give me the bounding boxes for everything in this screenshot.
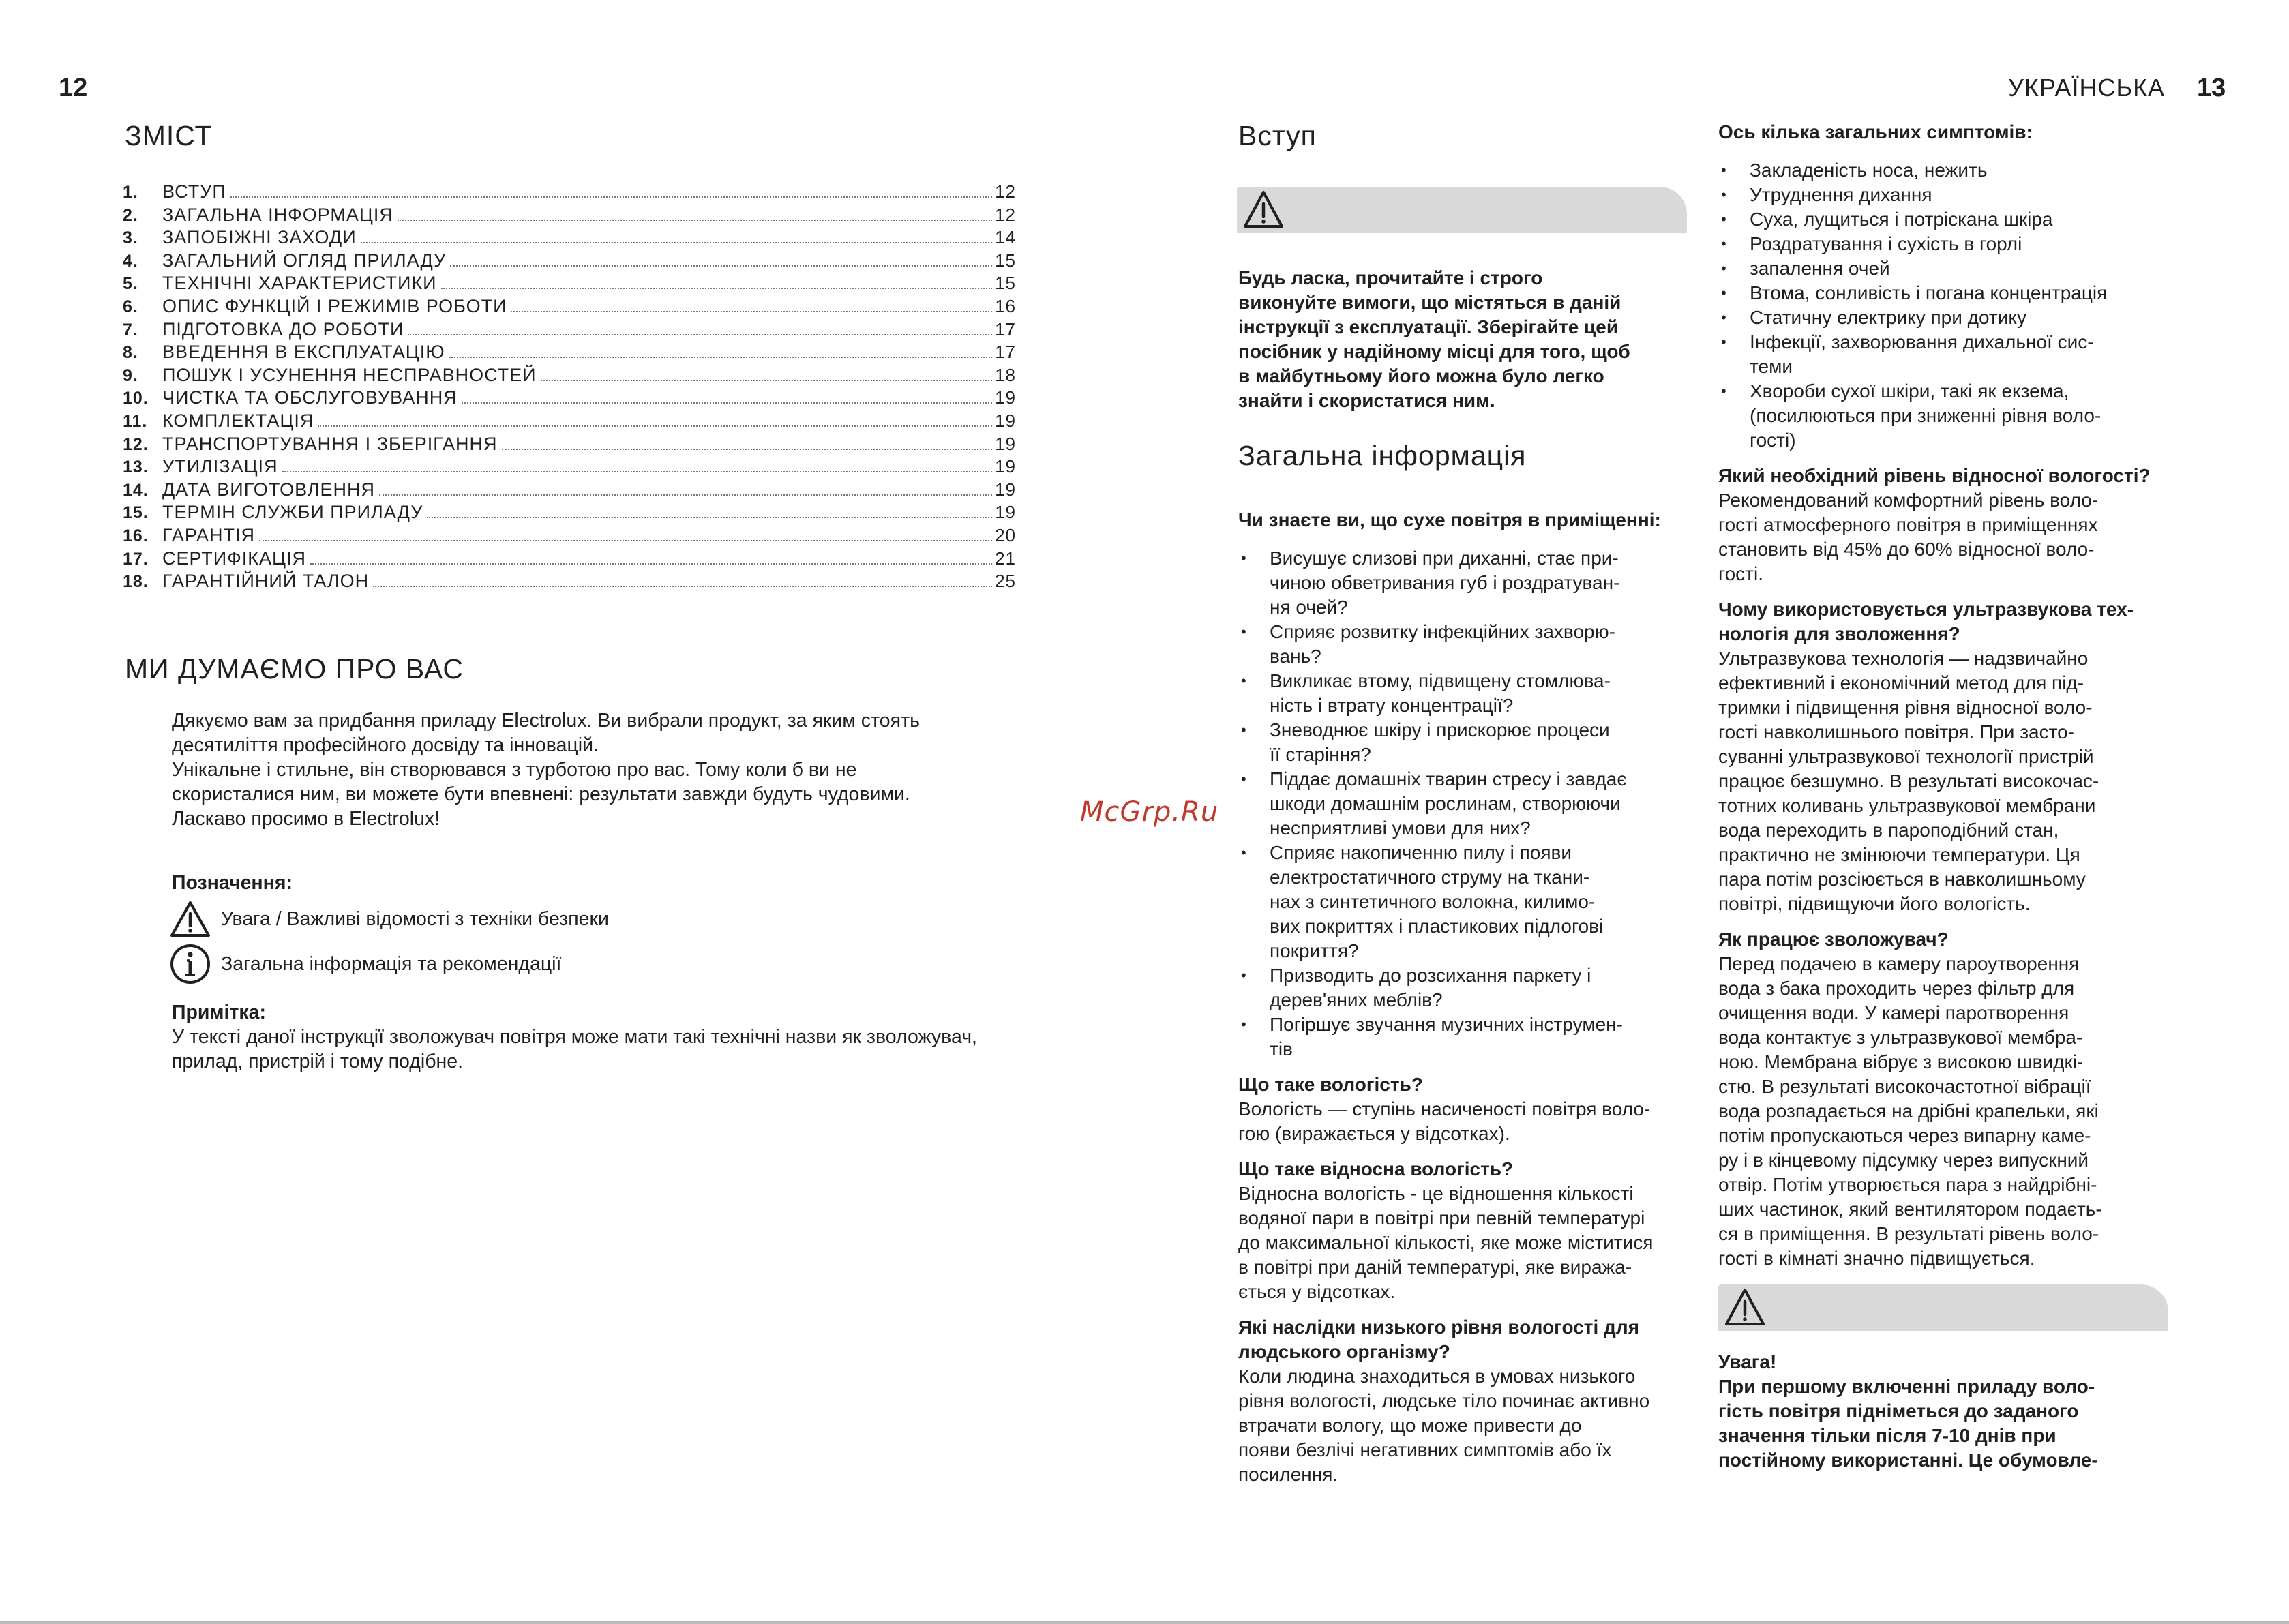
about-line: Дякуємо вам за придбання приладу Electrolux. Ви вибрали продукт, за яким стоять [172,710,920,732]
a-relative [1238,1182,1702,1304]
dry-air-item [1238,669,1702,718]
info-icon [169,944,211,984]
toc-number: 10. [123,389,149,408]
answer-line: гості атмосферного повітря в приміщеннях [1718,514,2098,535]
toc-page-number: 17 [995,342,1016,363]
toc-page-number: 15 [995,250,1016,271]
question-line: нологія для зволоження? [1718,623,1960,644]
toc-entry-title: ДАТА ВИГОТОВЛЕННЯ [162,479,376,500]
toc-number: 8. [123,343,138,363]
toc-leader-dots [408,334,992,335]
question-line: Чому використовується ультразвукова тех- [1718,599,2134,620]
language-label: УКРАЇНСЬКА [2008,74,2166,102]
answer-line: в повітрі при даній температурі, яке виража- [1238,1257,1632,1278]
dry-air-question: Чи знаєте ви, що сухе повітря в приміщенні: [1238,509,1661,530]
answer-line: посилення. [1238,1464,1338,1485]
toc-number: 11. [123,411,148,431]
right-column-1 [1238,266,1702,413]
list-item-line: шкоди домашнім рослинам, створюючи [1270,793,1621,814]
toc-leader-dots [450,265,992,267]
toc-leader-dots [541,380,992,381]
dry-air-item [1238,546,1702,620]
about-line: Унікальне і стильне, він створювався з турботою про вас. Тому коли б ви не [172,759,857,781]
list-item-line: • Сприяє розвитку інфекційних захворю- [1270,621,1615,642]
attention-line: значення тільки після 7-10 днів при [1718,1425,2056,1446]
answer-line: працює безшумно. В результаті високочас- [1718,770,2099,792]
q-works: Як працює зволожувач? [1718,929,1949,950]
toc-page-number: 20 [995,524,1016,545]
about-line: десятиліття професійного досвіду та інновацій. [172,734,599,756]
list-item-line: ність і втрату концентрації? [1270,695,1514,716]
toc-page-number: 21 [995,547,1016,569]
answer-line: повітрі, підвищуючи його вологість. [1718,893,2031,914]
toc-row [123,273,1016,296]
intro-warning-line: Будь ласка, прочитайте і строго [1238,267,1543,288]
list-item-line: • Піддає домашніх тварин стресу і завдає [1270,768,1627,790]
toc-number: 15. [123,503,149,523]
q-low-humidity [1238,1315,1702,1364]
toc-entry-title: ЧИСТКА ТА ОБСЛУГОВУВАННЯ [162,387,458,408]
toc-row [123,548,1016,571]
legend-info-label: Загальна інформація та рекомендації [221,952,562,975]
toc-entry-title: ПОШУК І УСУНЕННЯ НЕСПРАВНОСТЕЙ [162,364,537,385]
list-item-line: • Погіршує звучання музичних інструмен- [1270,1014,1623,1035]
q-level: Який необхідний рівень відносної вологості? [1718,465,2151,486]
toc-page-number: 16 [995,295,1016,316]
toc-leader-dots [361,242,992,243]
toc-leader-dots [230,196,992,198]
about-line: Ласкаво просимо в Electrolux! [172,808,440,830]
list-item-line: гості) [1750,430,1796,451]
answer-line: ною. Мембрана вібрує з високою швидкі- [1718,1051,2084,1072]
list-item-line: тів [1270,1038,1293,1059]
toc-entry-title: ВВЕДЕННЯ В ЕКСПЛУАТАЦІЮ [162,342,445,363]
answer-line: гості в кімнаті значно підвищується. [1718,1248,2035,1269]
toc-row [123,365,1016,388]
toc-row [123,319,1016,342]
toc-leader-dots [310,563,992,565]
symptom-item [1718,305,2182,330]
toc-leader-dots [441,288,993,289]
toc-entry-title: КОМПЛЕКТАЦІЯ [162,410,314,431]
toc-number: 17. [123,549,149,569]
legend-info-row [169,944,561,984]
symptom-item [1718,232,2182,256]
answer-line: вода розпадається на дрібні крапельки, які [1718,1100,2099,1122]
toc-title: ЗМІСТ [125,120,213,151]
dry-air-list [1238,546,1702,1062]
toc-page-number: 14 [995,227,1016,248]
attention-warning-bar [1718,1284,2168,1331]
list-item-line: • Призводить до розсихання паркету і [1270,965,1591,986]
toc-entry-title: ЗАПОБІЖНІ ЗАХОДИ [162,227,357,248]
toc-leader-dots [449,357,993,358]
intro-warning-bar [1237,187,1687,233]
answer-line: до максимальної кількості, яке може міститися [1238,1232,1654,1253]
a-level [1718,488,2182,586]
intro-warning-line: інструкції з експлуатації. Зберігайте цей [1238,316,1619,337]
toc-entry-title: ЗАГАЛЬНИЙ ОГЛЯД ПРИЛАДУ [162,250,447,271]
toc-entry-title: УТИЛІЗАЦІЯ [162,456,278,477]
answer-line: втрачати вологу, що може привести до [1238,1415,1582,1436]
watermark: McGrp.Ru [1080,796,1219,828]
toc-leader-dots [259,540,992,541]
toc-entry-title: ПІДГОТОВКА ДО РОБОТИ [162,318,404,340]
attention-line: постійному використанні. Це обумовле- [1718,1449,2098,1471]
question-line: людського організму? [1238,1341,1450,1362]
toc-row [123,250,1016,273]
intro-title: Вступ [1238,120,1317,151]
toc-row [123,410,1016,434]
symptom-item [1718,183,2182,207]
list-item-line: чиною обветривания губ і роздратуван- [1270,572,1620,593]
toc-entry-title: ТЕХНІЧНІ ХАРАКТЕРИСТИКИ [162,273,437,294]
toc-leader-dots [398,220,992,221]
answer-line: Перед подачею в камеру пароутворення [1718,953,2080,974]
answer-line: очищення води. У камері паротворення [1718,1002,2069,1023]
list-item-line: електростатичного струму на ткани- [1270,867,1590,888]
answer-line: потім пропускаються через випарну каме- [1718,1125,2091,1146]
list-item-line: • Викликає втому, підвищену стомлюва- [1270,670,1611,691]
q-relative: Що таке відносна вологість? [1238,1158,1514,1179]
note-paragraph [172,1025,1140,1074]
q-ultrasonic [1718,597,2182,646]
toc-number: 13. [123,457,149,477]
answer-line: пара потім розсіюється в навколишньому [1718,869,2086,890]
toc-number: 5. [123,274,138,294]
toc-row [123,387,1016,410]
symptom-item [1718,256,2182,281]
answer-line: становить від 45% до 60% відносної воло- [1718,539,2095,560]
toc-row [123,502,1016,525]
intro-warning-line: посібник у надійному місці для того, щоб [1238,341,1630,362]
list-item-line: ня очей? [1270,597,1348,618]
list-item-line: • Статичну електрику при дотику [1750,307,2026,328]
answer-line: ефективний і економічний метод для під- [1718,672,2084,693]
toc-row [123,434,1016,457]
toc-leader-dots [318,425,992,427]
list-item-line: • Суха, лущиться і потріскана шкіра [1750,209,2053,230]
toc-number: 1. [123,183,138,202]
answer-line: водяної пари в повітрі при певній температурі [1238,1207,1645,1229]
toc-page-number: 19 [995,456,1016,477]
q-humidity: Що таке вологість? [1238,1074,1423,1095]
toc-page-number: 15 [995,273,1016,294]
list-item-line: • запалення очей [1750,258,1890,279]
note-title: Примітка: [172,1002,266,1023]
list-item-line: • Хвороби сухої шкіри, такі як екзема, [1750,380,2069,402]
toc-leader-dots [282,471,993,472]
a-low-humidity [1238,1364,1702,1487]
warning-banner [1718,1284,2168,1331]
answer-line: рівня вологості, людське тіло починає активно [1238,1390,1650,1411]
right-column-1-body [1238,508,1702,1487]
toc-number: 12. [123,434,149,454]
a-ultrasonic [1718,646,2182,916]
toc-entry-title: ЗАГАЛЬНА ІНФОРМАЦІЯ [162,204,393,225]
answer-line: Рекомендований комфортний рівень воло- [1718,490,2099,511]
toc-entry-title: ТРАНСПОРТУВАННЯ І ЗБЕРІГАННЯ [162,433,498,454]
toc-leader-dots [511,311,992,312]
list-item-line: вих покриттях і пластикових підлогові [1270,916,1604,937]
toc-row [123,205,1016,228]
answer-line: тотних коливань ультразвукової мембрани [1718,795,2096,816]
toc-number: 3. [123,228,138,248]
toc-leader-dots [502,449,993,450]
list-item-line: покриття? [1270,940,1359,961]
answer-line: тримки і підвищення рівня відносної воло- [1718,697,2093,718]
answer-line: ся в приміщення. В результаті рівень воло- [1718,1223,2099,1244]
list-item-line: • Роздратування і сухість в горлі [1750,233,2022,254]
legend-warning-label: Увага / Важливі відомості з техніки безпеки [221,907,609,930]
answer-line: появи безлічі негативних симптомів або їх [1238,1439,1612,1460]
toc-page-number: 18 [995,364,1016,385]
dry-air-item [1238,620,1702,669]
answer-line: стю. В результаті високочастотної вібрації [1718,1076,2091,1097]
right-column-2 [1718,120,2182,1473]
dry-air-item [1238,963,1702,1012]
legend-warning-row [169,900,609,938]
symptom-item [1718,207,2182,232]
toc-page-number: 19 [995,433,1016,454]
toc-leader-dots [427,517,992,518]
a-works [1718,952,2182,1271]
toc-number: 9. [123,365,138,385]
toc-number: 18. [123,572,149,592]
toc-row [123,571,1016,594]
answer-line: Коли людина знаходиться в умовах низького [1238,1366,1636,1387]
answer-line: практично не змінюючи температури. Ця [1718,844,2080,865]
page-number-right: 13 [2197,74,2226,102]
toc-leader-dots [373,586,992,587]
answer-line: вода з бака проходить через фільтр для [1718,978,2075,999]
toc-page-number: 12 [995,181,1016,202]
about-title: МИ ДУМАЄМО ПРО ВАС [125,653,464,685]
list-item-line: • Зневоднює шкіру і прискорює процеси [1270,719,1610,740]
toc-row [123,456,1016,479]
toc-entry-title: ГАРАНТІЯ [162,524,256,545]
dry-air-item [1238,767,1702,841]
toc-row [123,342,1016,365]
list-item-line: теми [1750,356,1793,377]
warning-triangle-icon [169,900,211,938]
answer-line: гості навколишнього повітря. При засто- [1718,721,2075,742]
toc-row [123,296,1016,319]
answer-line: Відносна вологість - це відношення кількості [1238,1183,1634,1204]
toc-entry-title: ВСТУП [162,181,226,202]
warning-triangle-icon [1724,1287,1766,1327]
answer-line: Ультразвукова технологія — надзвичайно [1718,648,2089,669]
dry-air-item [1238,1012,1702,1062]
warning-triangle-icon [1242,190,1285,229]
attention-title: Увага! [1718,1351,1777,1372]
dry-air-item [1238,841,1702,963]
toc-number: 7. [123,320,138,340]
intro-warning-line: в майбутньому його можна було легко [1238,365,1604,387]
list-item-line: її старіння? [1270,744,1371,765]
toc-page-number: 12 [995,204,1016,225]
list-item-line: • Втома, сонливість і погана концентрація [1750,282,2108,303]
symptom-item [1718,330,2182,379]
answer-line: вода переходить в пароподібний стан, [1718,819,2059,841]
toc-row [123,525,1016,548]
answer-line: ється у відсотках. [1238,1281,1396,1302]
answer-line: ру і в кінцевому підсумку через випускний [1718,1149,2089,1171]
answer-line: отвір. Потім утворюється пара з найдрібні- [1718,1174,2097,1195]
symptoms-title: Ось кілька загальних симптомів: [1718,121,2033,142]
intro-warning-line: виконуйте вимоги, що містяться в даній [1238,292,1621,313]
symptoms-list [1718,158,2182,453]
list-item-line: • Висушує слизові при диханні, стає при- [1270,547,1619,569]
toc-page-number: 25 [995,571,1016,592]
list-item-line: дерев'яних меблів? [1270,989,1443,1010]
attention-line: При першому включенні приладу воло- [1718,1376,2095,1397]
toc-number: 2. [123,205,138,225]
toc-number: 16. [123,526,149,545]
note-line: прилад, пристрій і тому подібне. [172,1051,464,1072]
toc-entry-title: ТЕРМІН СЛУЖБИ ПРИЛАДУ [162,502,423,523]
toc-row [123,479,1016,502]
toc-page-number: 19 [995,410,1016,431]
warning-banner [1237,187,1687,233]
toc-page-number: 19 [995,387,1016,408]
answer-line: Вологість — ступінь насиченості повітря воло- [1238,1098,1651,1119]
toc-number: 6. [123,297,138,316]
toc-page-number: 19 [995,502,1016,523]
attention-text [1718,1374,2182,1473]
note-line: У тексті даної інструкції зволожувач повітря може мати такі технічні назви як зволожувач, [172,1026,977,1048]
answer-line: гості. [1718,563,1763,584]
toc-page-number: 19 [995,479,1016,500]
toc-number: 4. [123,251,138,271]
toc-row [123,181,1016,205]
toc-entry-title: ГАРАНТІЙНИЙ ТАЛОН [162,571,370,592]
toc-number: 14. [123,480,149,500]
answer-line: гою (виражається у відсотках). [1238,1123,1510,1144]
page-bottom-rule [0,1621,2289,1624]
symptom-item [1718,158,2182,183]
list-item-line: • Інфекції, захворювання дихальної сис- [1750,331,2094,352]
answer-line: суванні ультразвукової технології пристрій [1718,746,2094,767]
legend-title: Позначення: [172,872,293,894]
dry-air-item [1238,718,1702,767]
about-paragraph [172,708,1113,831]
page-number-left: 12 [59,74,88,102]
symptom-item [1718,281,2182,305]
general-info-title: Загальна інформація [1238,440,1527,471]
list-item-line: несприятливі умови для них? [1270,817,1531,839]
toc-leader-dots [462,402,992,404]
list-item-line: вань? [1270,646,1321,667]
intro-warning-line: знайти і скористатися ним. [1238,390,1495,411]
table-of-contents [123,181,1016,594]
question-line: Які наслідки низького рівня вологості для [1238,1317,1639,1338]
toc-entry-title: ОПИС ФУНКЦІЙ І РЕЖИМІВ РОБОТИ [162,295,507,316]
list-item-line: • Сприяє накопиченню пилу і появи [1270,842,1572,863]
attention-line: гість повітря підніметься до заданого [1718,1400,2079,1422]
about-line: скористалися ним, ви можете бути впевнені: результати завжди будуть чудовими. [172,783,910,805]
symptom-item [1718,379,2182,453]
answer-line: ших частинок, який вентилятором подаєть- [1718,1199,2102,1220]
list-item-line: нах з синтетичного волокна, килимо- [1270,891,1596,912]
toc-entry-title: СЕРТИФІКАЦІЯ [162,547,306,569]
toc-row [123,227,1016,250]
list-item-line: (посилюються при зниженні рівня воло- [1750,405,2101,426]
a-humidity [1238,1097,1702,1146]
answer-line: вода контактує з ультразвукової мембра- [1718,1027,2083,1048]
list-item-line: • Утруднення дихання [1750,184,1932,205]
list-item-line: • Закладеність носа, нежить [1750,160,1988,181]
toc-leader-dots [379,494,992,496]
toc-page-number: 17 [995,318,1016,340]
